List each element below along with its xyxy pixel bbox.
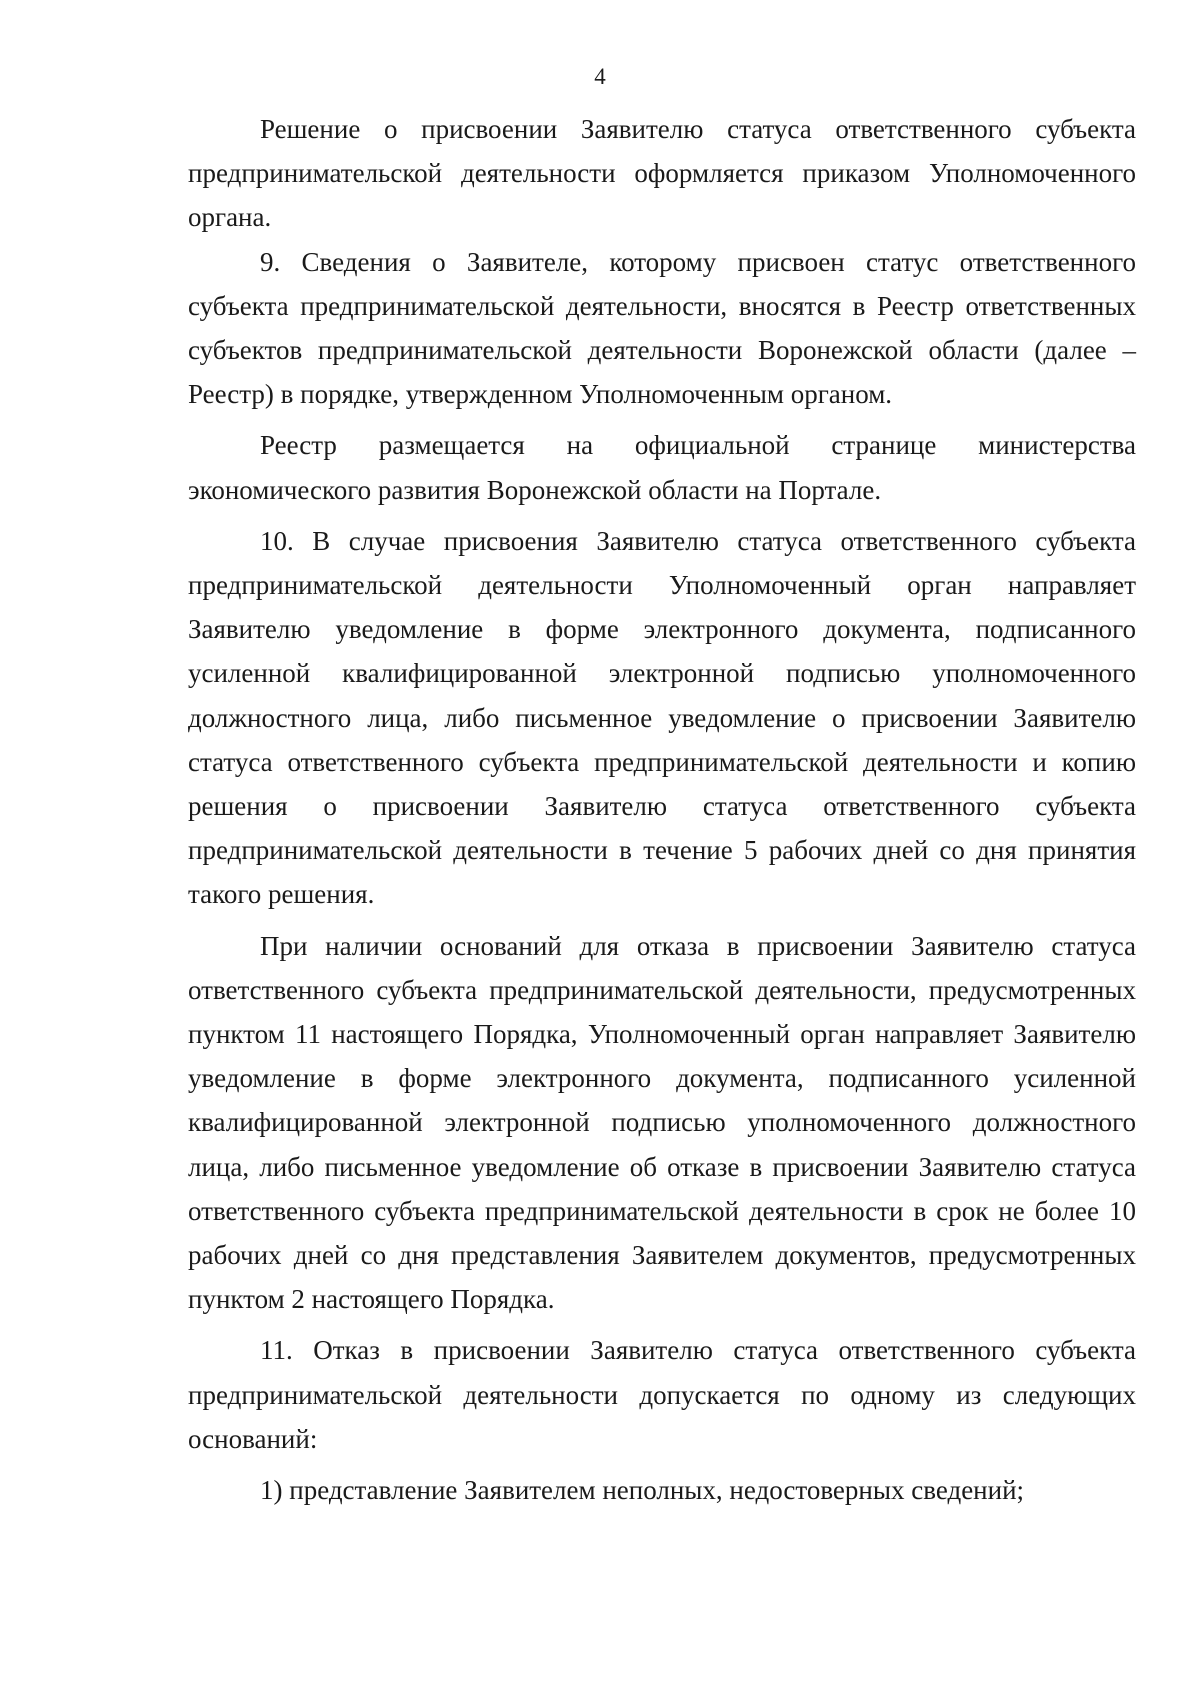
paragraph-item-9: 9. Сведения о Заявителе, которому присвоен статус ответственного субъекта предпринимательской деятельности, вносятся в Реестр ответственных субъектов предпринимательской деятельности Воронежской области (далее – Реестр) в порядке, утвержденном Уполномоченным органом. bbox=[188, 246, 1136, 410]
paragraph-item-11: 11. Отказ в присвоении Заявителю статуса ответственного субъекта предпринимательской деятельности допускается по одному из следующих оснований: bbox=[188, 1335, 1136, 1454]
paragraph-item-10: 10. В случае присвоения Заявителю статуса ответственного субъекта предпринимательской деятельности Уполномоченный орган направляет Заявителю уведомление в форме электронного документа, подписанного усиленной квалифицированной электронной подписью уполномоченного должностного лица, либо письменное уведомление о присвоении Заявителю статуса ответственного субъекта предпринимательской деятельности и копию решения о присвоении Заявителю статуса ответственного субъекта предпринимательской деятельности в течение 5 рабочих дней со дня принятия такого решения. bbox=[188, 525, 1136, 910]
paragraph-registry-placement: Реестр размещается на официальной странице министерства экономического развития Воронежской области на Портале. bbox=[188, 430, 1136, 505]
paragraph-decision-order: Решение о присвоении Заявителю статуса ответственного субъекта предпринимательской деятельности оформляется приказом Уполномоченного органа. bbox=[188, 114, 1136, 233]
paragraph-item-11-1: 1) представление Заявителем неполных, недостоверных сведений; bbox=[260, 1475, 1025, 1506]
page-number: 4 bbox=[594, 64, 606, 89]
paragraph-refusal-notice: При наличии оснований для отказа в присвоении Заявителю статуса ответственного субъекта предпринимательской деятельности, предусмотренных пунктом 11 настоящего Порядка, Уполномоченный орган направляет Заявителю уведомление в форме электронного документа, подписанного усиленной квалифицированной электронной подписью уполномоченного должностного лица, либо письменное уведомление об отказе в присвоении Заявителю статуса ответственного субъекта предпринимательской деятельности в срок не более 10 рабочих дней со дня представления Заявителем документов, предусмотренных пунктом 2 настоящего Порядка. bbox=[188, 930, 1136, 1315]
document-body bbox=[188, 107, 1136, 1512]
